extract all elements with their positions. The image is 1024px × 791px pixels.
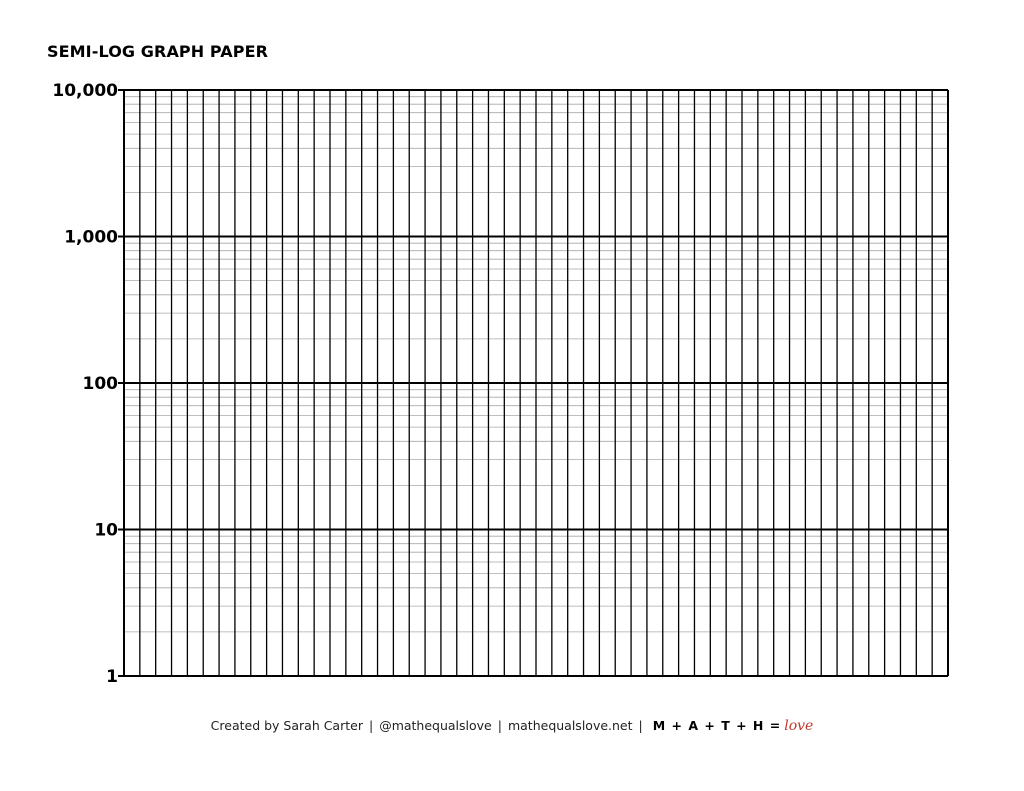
footer-separator: | (638, 718, 643, 733)
footer-author: Created by Sarah Carter (210, 718, 363, 733)
footer-website: mathequalslove.net (507, 718, 633, 733)
page-title: SEMI-LOG GRAPH PAPER (47, 42, 269, 61)
footer-brand: M + A + T + H = (652, 718, 782, 733)
footer-credit (0, 718, 1024, 734)
y-axis-tick-label: 10,000 (52, 81, 118, 101)
footer-brand-word: love (784, 718, 814, 734)
footer-separator: | (368, 718, 374, 733)
y-axis-tick-label: 10 (94, 520, 118, 541)
y-axis-labels (52, 81, 118, 687)
y-axis-tick-label: 1,000 (64, 227, 118, 248)
y-axis-tick-label: 100 (82, 374, 118, 394)
y-axis-tick-label: 1 (106, 667, 118, 687)
footer-separator: | (497, 718, 502, 733)
footer-handle: @mathequalslove (379, 718, 492, 733)
